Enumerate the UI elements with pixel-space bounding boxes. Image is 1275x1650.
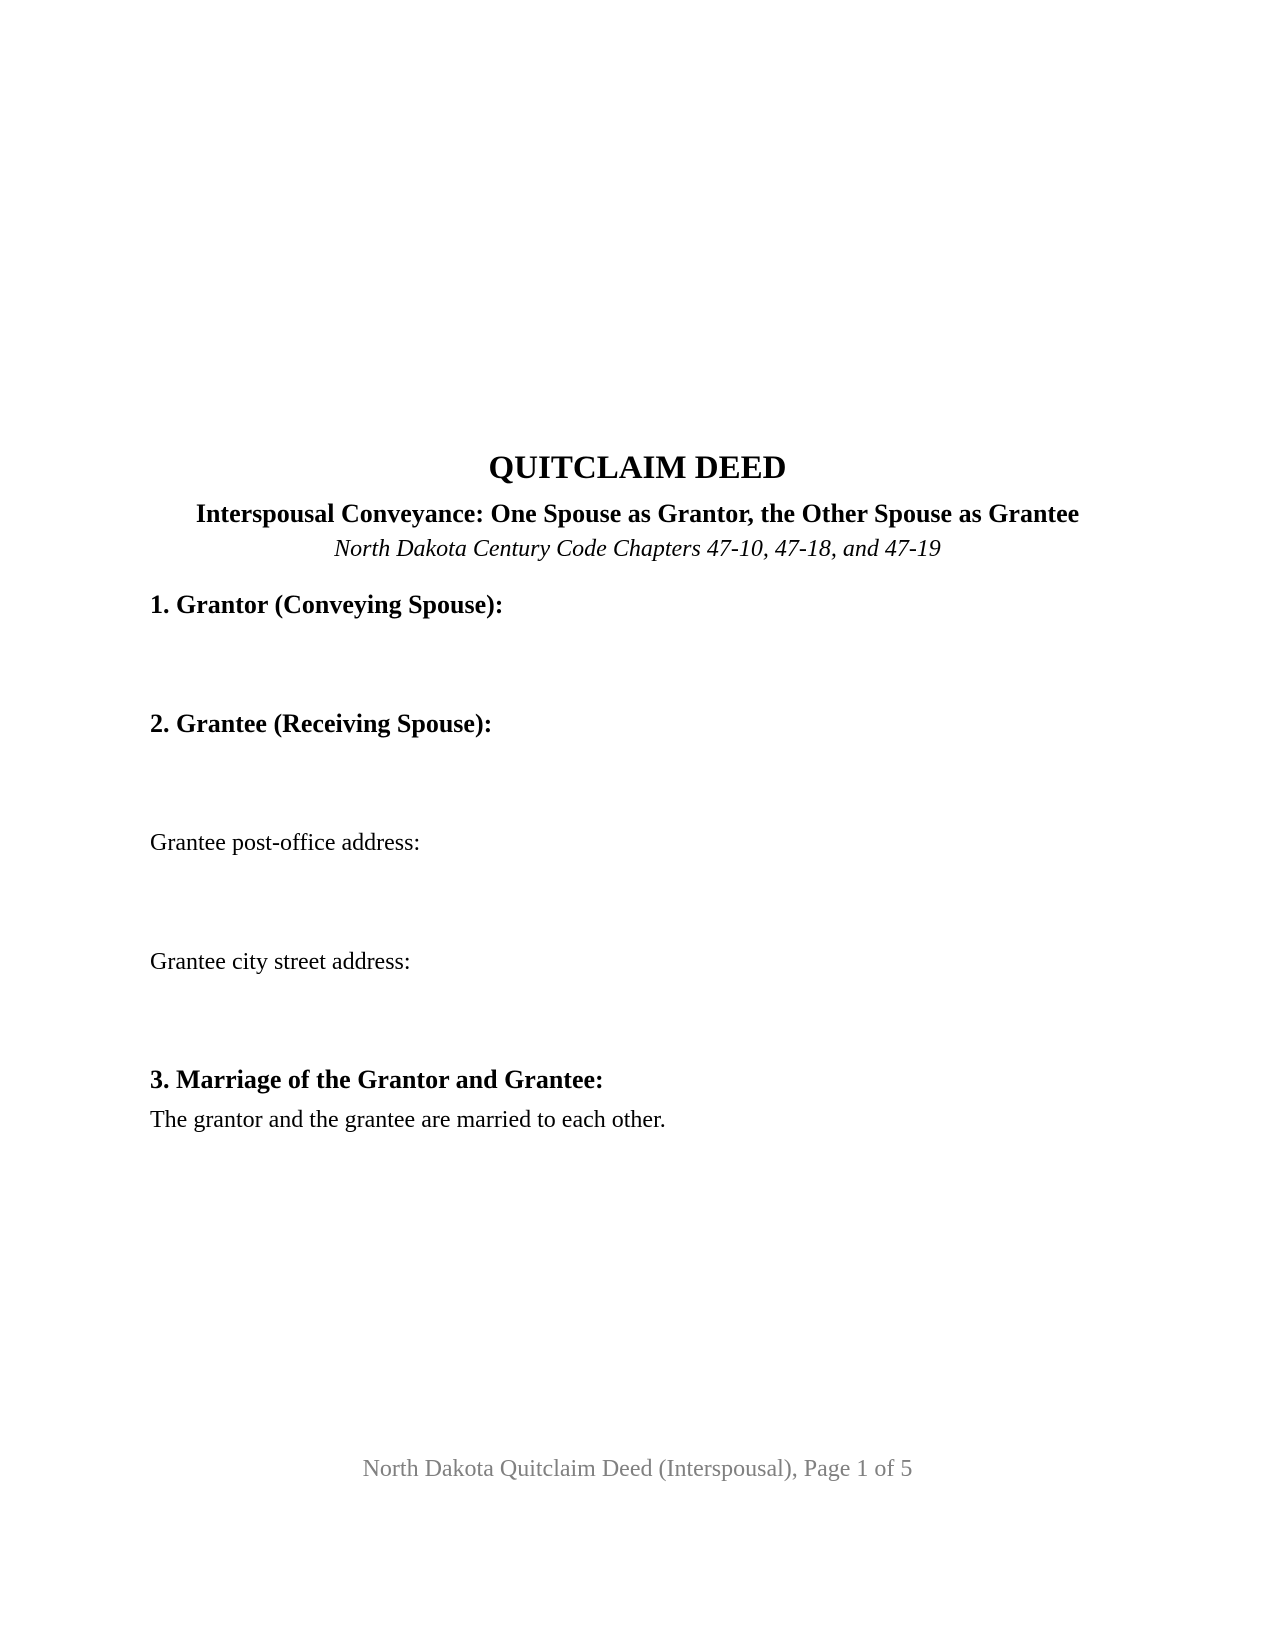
marriage-statement: The grantor and the grantee are married to each other.	[150, 1107, 666, 1133]
marriage-heading: 3. Marriage of the Grantor and Grantee:	[150, 1065, 604, 1094]
grantee-post-office-label: Grantee post-office address:	[150, 830, 421, 856]
grantee-heading: 2. Grantee (Receiving Spouse):	[150, 709, 493, 738]
document-subtitle: Interspousal Conveyance: One Spouse as Grantor, the Other Spouse as Grantee	[195, 499, 1080, 528]
page-footer: North Dakota Quitclaim Deed (Interspousal), Page 1 of 5	[362, 1456, 913, 1482]
statute-citation: North Dakota Century Code Chapters 47-10, 47-18, and 47-19	[334, 536, 941, 562]
grantor-heading: 1. Grantor (Conveying Spouse):	[150, 590, 504, 619]
grantee-street-label: Grantee city street address:	[150, 949, 411, 975]
document-title: QUITCLAIM DEED	[488, 450, 787, 486]
